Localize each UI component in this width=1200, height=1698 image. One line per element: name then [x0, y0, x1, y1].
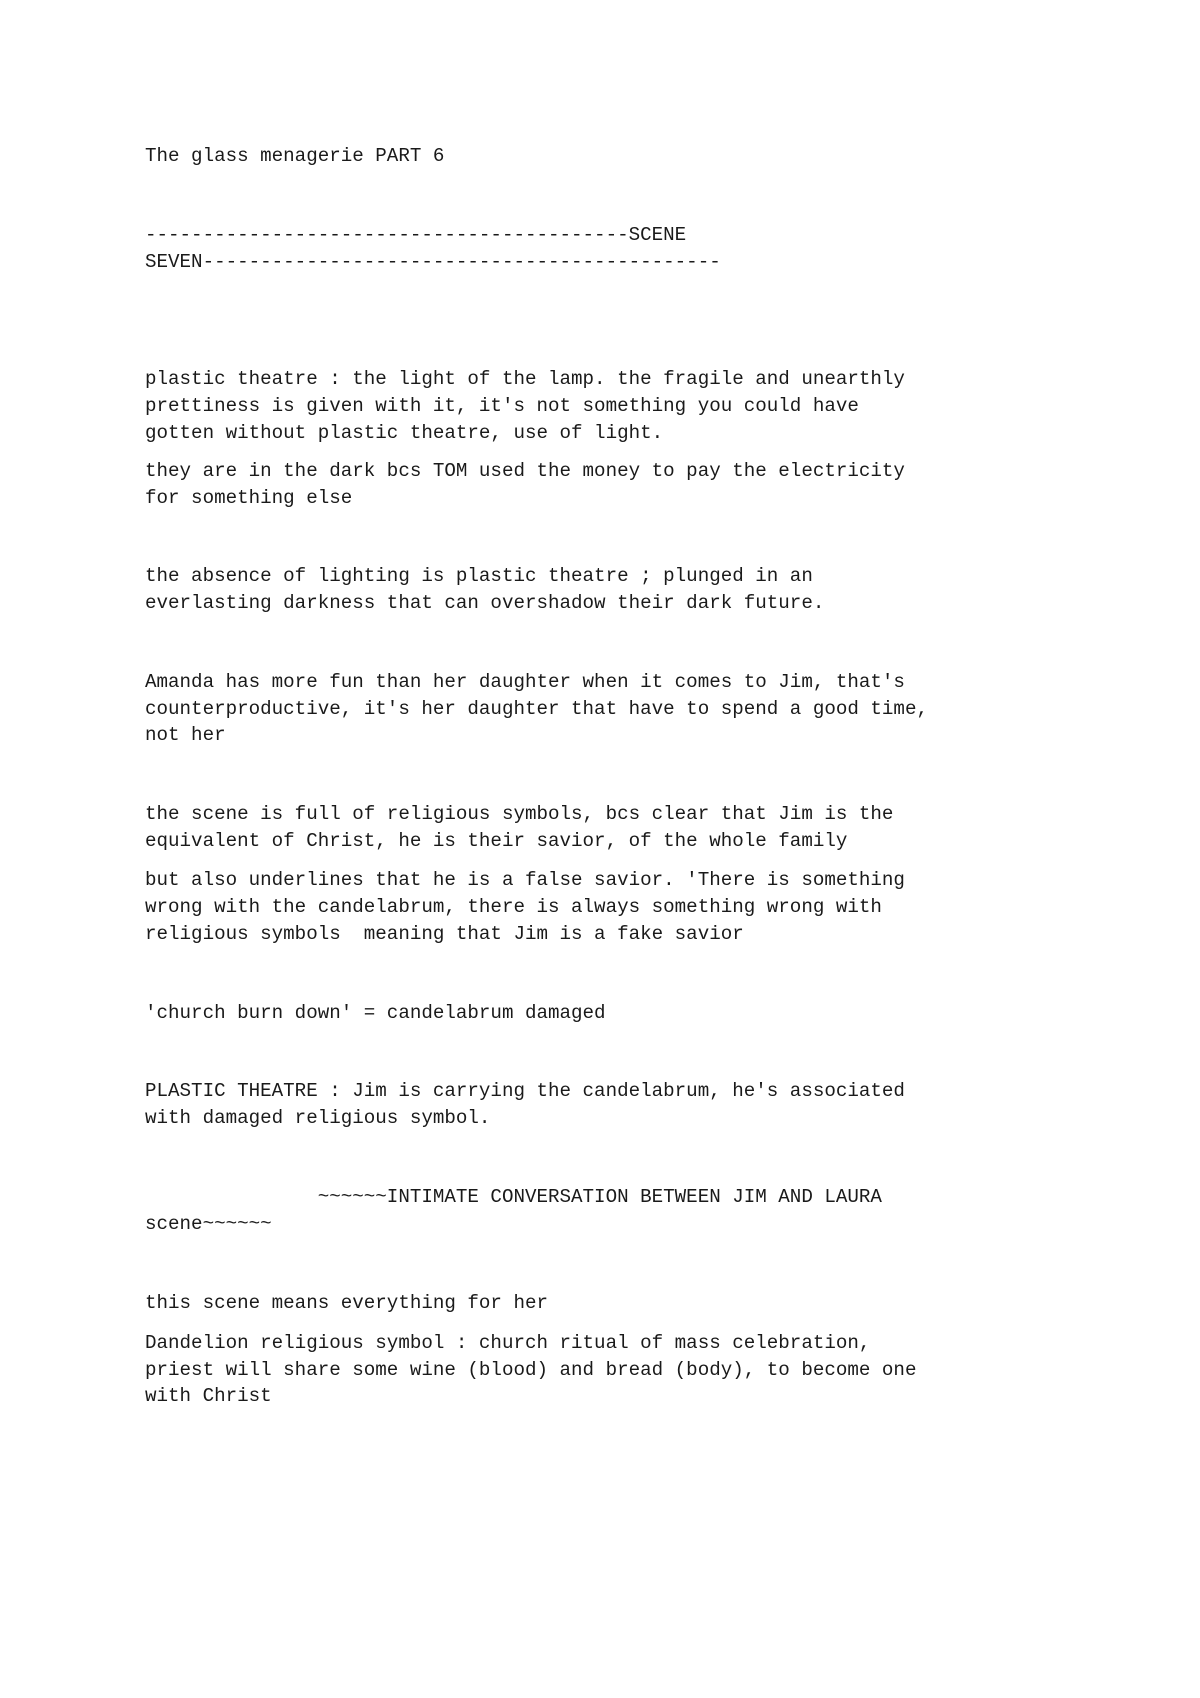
document-title: The glass menagerie PART 6	[145, 145, 445, 167]
paragraph-line: prettiness is given with it, it's not something you could have	[145, 395, 859, 417]
paragraph-line: for something else	[145, 487, 353, 509]
paragraph-line: the absence of lighting is plastic theatre ; plunged in an	[145, 565, 813, 587]
scene-heading-line: SEVEN---------------------------------------------	[145, 251, 721, 273]
paragraph-line: equivalent of Christ, he is their savior, of the whole family	[145, 830, 848, 852]
paragraph-line: counterproductive, it's her daughter that have to spend a good time,	[145, 698, 928, 720]
paragraph-line: gotten without plastic theatre, use of light.	[145, 422, 664, 444]
paragraph-line: but also underlines that he is a false savior. 'There is something	[145, 869, 905, 891]
paragraph-line: not her	[145, 724, 226, 746]
paragraph-line: the scene is full of religious symbols, bcs clear that Jim is the	[145, 803, 894, 825]
paragraph-line: this scene means everything for her	[145, 1292, 549, 1314]
scene-heading-line: ------------------------------------------SCENE	[145, 224, 687, 246]
paragraph-line: with damaged religious symbol.	[145, 1107, 491, 1129]
paragraph-line: Dandelion religious symbol : church ritual of mass celebration,	[145, 1332, 871, 1354]
paragraph-line: 'church burn down' = candelabrum damaged	[145, 1002, 606, 1024]
paragraph-line: with Christ	[145, 1385, 272, 1407]
paragraph-line: Amanda has more fun than her daughter when it comes to Jim, that's	[145, 671, 905, 693]
paragraph-line: PLASTIC THEATRE : Jim is carrying the candelabrum, he's associated	[145, 1080, 905, 1102]
subheading-line: ~~~~~~INTIMATE CONVERSATION BETWEEN JIM AND LAURA	[145, 1186, 882, 1208]
paragraph-line: plastic theatre : the light of the lamp. the fragile and unearthly	[145, 368, 905, 390]
subheading-line: scene~~~~~~	[145, 1213, 272, 1235]
paragraph-line: they are in the dark bcs TOM used the money to pay the electricity	[145, 460, 905, 482]
paragraph-line: religious symbols meaning that Jim is a fake savior	[145, 923, 744, 945]
paragraph-line: priest will share some wine (blood) and bread (body), to become one	[145, 1359, 917, 1381]
paragraph-line: wrong with the candelabrum, there is always something wrong with	[145, 896, 882, 918]
paragraph-line: everlasting darkness that can overshadow their dark future.	[145, 592, 825, 614]
